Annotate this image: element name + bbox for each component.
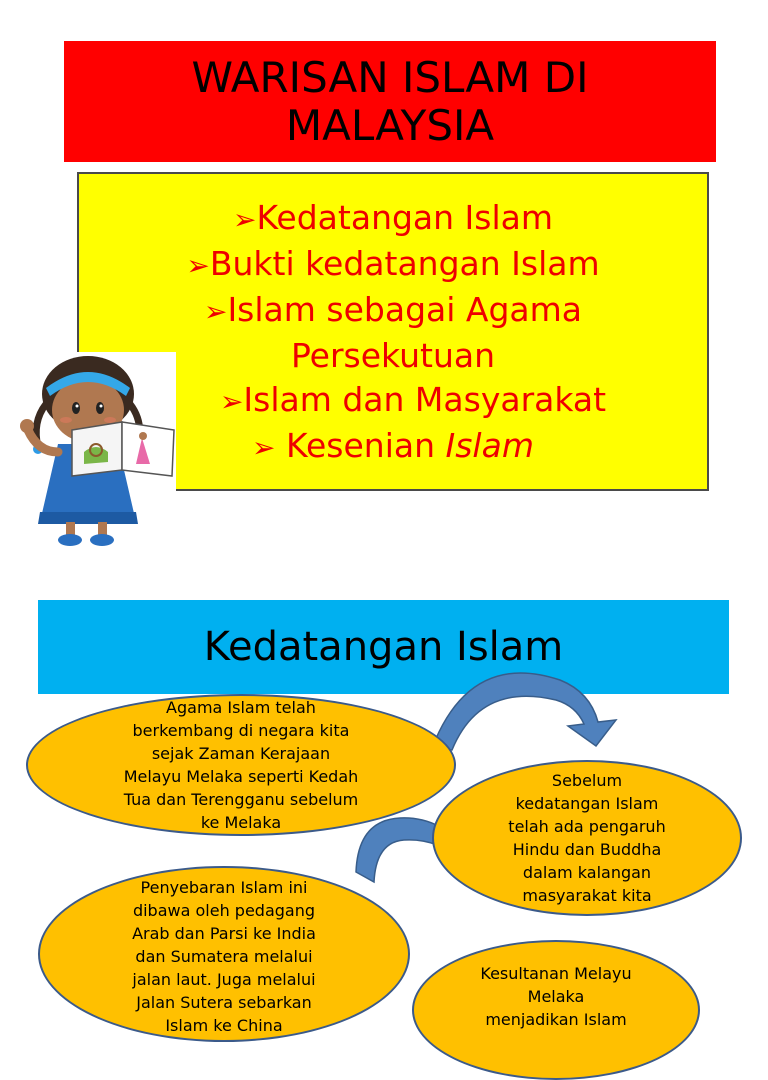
right-arrow-bullet-icon: ➢ xyxy=(219,385,244,418)
right-arrow-bullet-icon: ➢ xyxy=(186,249,210,282)
info-oval-spread-islam: Penyebaran Islam ini dibawa oleh pedagang Arab dan Parsi ke India dan Sumatera melalui jalan laut. Juga melalui Jalan Sutera sebarkan Islam ke China xyxy=(38,866,410,1042)
section-title: Kedatangan Islam xyxy=(203,624,564,670)
info-oval-islam-development: Agama Islam telah berkembang di negara kita sejak Zaman Kerajaan Melayu Melaka seperti Kedah Tua dan Terengganu sebelum ke Melaka xyxy=(26,694,456,836)
title-banner xyxy=(64,41,716,162)
right-arrow-bullet-icon: ➢ xyxy=(203,295,228,328)
topic-item: ➢Bukti kedatangan Islam xyxy=(186,244,600,283)
title-line-2: MALAYSIA xyxy=(285,100,495,150)
info-oval-sultanate-melaka: Kesultanan Melayu Melaka menjadikan Islam xyxy=(412,940,700,1080)
girl-reading-icon xyxy=(18,352,176,552)
section-banner xyxy=(38,600,729,694)
topic-item: ➢Islam sebagai Agama xyxy=(203,290,583,329)
topic-item-continued: Persekutuan xyxy=(290,336,496,375)
title-line-1: WARISAN ISLAM DI xyxy=(191,53,589,103)
topic-item: ➢ Kesenian Islam xyxy=(252,426,534,465)
girl-reading-illustration xyxy=(18,352,176,552)
right-arrow-bullet-icon: ➢ xyxy=(252,431,276,464)
topic-item: ➢Kedatangan Islam xyxy=(232,198,554,237)
info-oval-hindu-buddha: Sebelum kedatangan Islam telah ada pengaruh Hindu dan Buddha dalam kalangan masyarakat kita xyxy=(432,760,742,916)
right-arrow-bullet-icon: ➢ xyxy=(232,203,257,236)
topic-item: ➢Islam dan Masyarakat xyxy=(219,380,607,419)
